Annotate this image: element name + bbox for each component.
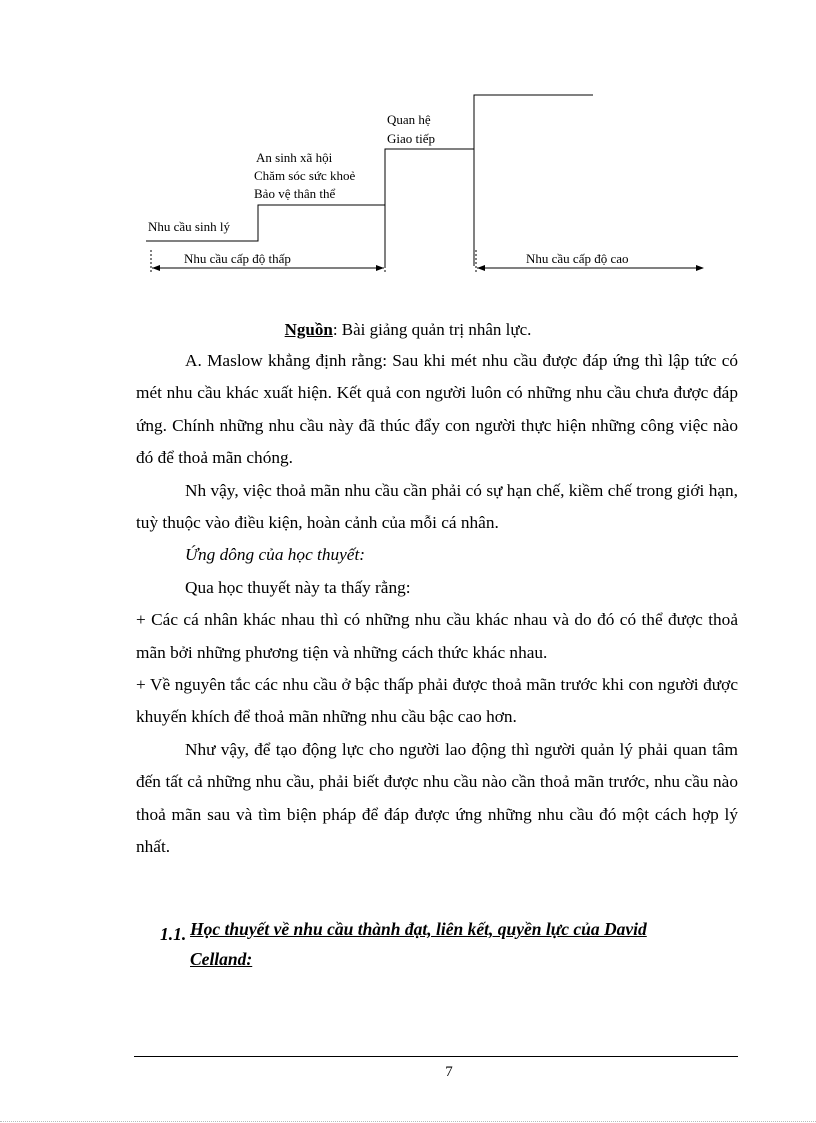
body-text — [136, 345, 738, 864]
paragraph-intro: Qua học thuyết này ta thấy rằng: — [185, 577, 411, 597]
paragraph-conclusion: Như vậy, để tạo động lực cho người lao động thì người quản lý phải quan tâm đến tất cả những nhu cầu, phải biết được nhu cầu nào cần thoả mãn trước, nhu cầu nào thoả mãn sau và tìm biện pháp để đáp được ứng những nhu cầu đó một cách hợp lý nhất. — [136, 739, 738, 857]
page-number: 7 — [445, 1064, 453, 1080]
step-2-line-3: Bảo vệ thân thể — [254, 186, 336, 201]
section-title-line-1: Học thuyết về nhu cầu thành đạt, liên kết, quyền lực của David — [190, 919, 647, 939]
step-3-line-2: Giao tiếp — [387, 131, 436, 146]
bullet-different-needs: + Các cá nhân khác nhau thì có những nhu cầu khác nhau và do đó có thể được thoả mãn bởi những phương tiện và những cách thức khác nhau. — [136, 610, 738, 662]
maslow-needs-staircase-diagram — [0, 0, 816, 300]
source-label: Nguồn — [284, 320, 333, 339]
low-level-needs-label: Nhu cầu cấp độ thấp — [184, 251, 291, 266]
step-3-line-1: Quan hệ — [387, 112, 431, 127]
figure-source-caption — [0, 320, 816, 340]
paragraph-restraint: Nh vậy, việc thoả mãn nhu cầu cần phải có sự hạn chế, kiềm chế trong giới hạn, tuỳ thuộc vào điều kiện, hoàn cảnh của mỗi cá nhân. — [136, 480, 738, 533]
staircase-lines — [146, 95, 593, 266]
step-2-line-2: Chăm sóc sức khoẻ — [254, 168, 356, 183]
subheading-application: Ứng dông của học thuyết: — [185, 545, 366, 565]
footer-divider — [134, 1056, 738, 1057]
step-2-line-1: An sinh xã hội — [256, 150, 333, 165]
high-level-arrow-left-head — [477, 265, 485, 271]
low-level-arrow-right-head — [376, 265, 384, 271]
source-text: : Bài giảng quản trị nhân lực. — [332, 320, 532, 339]
high-level-arrow-right-head — [696, 265, 704, 271]
step-1-line-1: Nhu cầu sinh lý — [148, 219, 230, 234]
bullet-lower-needs-first: + Về nguyên tắc các nhu cầu ở bậc thấp phải được thoả mãn trước khi con người được khuyến khích để thoả mãn những nhu cầu bậc cao hơn. — [136, 675, 738, 727]
low-level-arrow-left-head — [152, 265, 160, 271]
page-bottom-edge — [0, 1121, 816, 1122]
section-number: 1.1. — [160, 924, 187, 944]
section-title-line-2: Celland: — [190, 949, 253, 969]
high-level-needs-label: Nhu cầu cấp độ cao — [526, 251, 629, 266]
paragraph-maslow-claim: A. Maslow khẳng định rằng: Sau khi mét nhu cầu được đáp ứng thì lập tức có mét nhu cầu khác xuất hiện. Kết quả con người luôn có những nhu cầu chưa được đáp ứng. Chính những nhu cầu này đã thúc đẩy con người thực hiện những công việc nào đó để thoả mãn chóng. — [136, 351, 738, 468]
